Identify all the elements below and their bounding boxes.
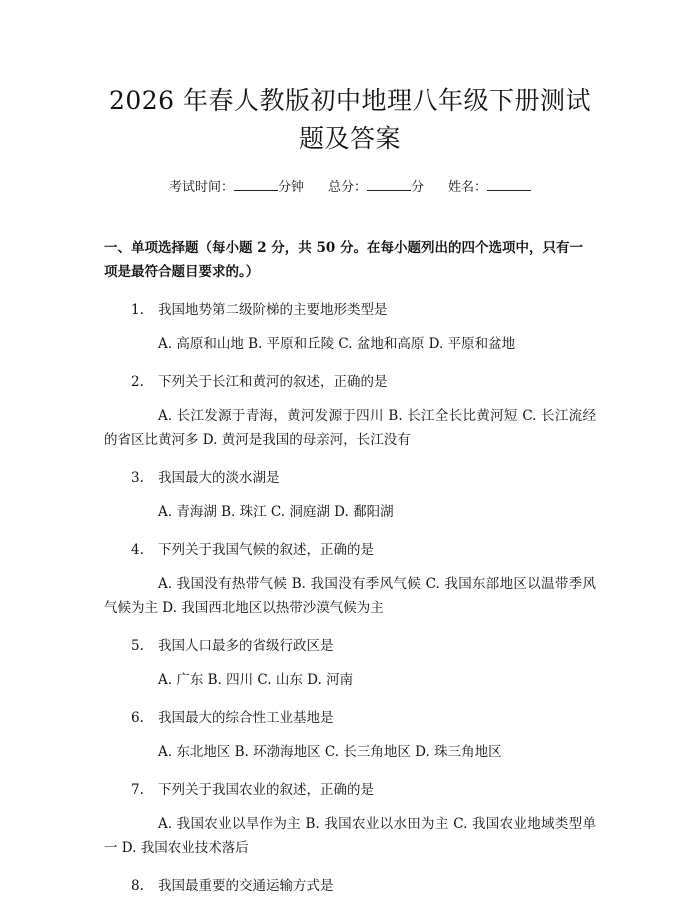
question-1 <box>104 298 596 322</box>
question-2 <box>104 370 596 394</box>
question-number: 8. <box>131 878 144 894</box>
name-blank <box>487 178 531 191</box>
question-number: 6. <box>131 710 144 726</box>
question-6 <box>104 706 596 730</box>
question-number: 7. <box>131 782 144 798</box>
question-number: 1. <box>131 302 144 318</box>
question-7 <box>104 778 596 802</box>
question-7-options: A. 我国农业以旱作为主 B. 我国农业以水田为主 C. 我国农业地域类型单一 D. 我国农业技术落后 <box>104 816 596 856</box>
exam-info <box>104 178 596 198</box>
question-text: 下列关于长江和黄河的叙述，正确的是 <box>158 374 388 390</box>
time-blank <box>234 178 278 191</box>
question-number: 2. <box>131 374 144 390</box>
question-text: 下列关于我国农业的叙述，正确的是 <box>158 782 374 798</box>
question-number: 3. <box>131 470 144 486</box>
question-5 <box>104 634 596 658</box>
question-number: 4. <box>131 542 144 558</box>
question-2-options: A. 长江发源于青海，黄河发源于四川 B. 长江全长比黄河短 C. 长江流经的省区比黄河多 D. 黄河是我国的母亲河，长江没有 <box>104 408 596 448</box>
question-text: 下列关于我国气候的叙述，正确的是 <box>158 542 374 558</box>
section-heading: 一、单项选择题（每小题 2 分，共 50 分。在每小题列出的四个选项中，只有一项是最符合题目要求的。） <box>104 240 583 280</box>
question-4 <box>104 538 596 562</box>
question-text: 我国最大的淡水湖是 <box>158 470 280 486</box>
question-number: 5. <box>131 638 144 654</box>
time-label: 考试时间： <box>168 180 234 195</box>
question-8 <box>104 874 596 898</box>
question-6-options: A. 东北地区 B. 环渤海地区 C. 长三角地区 D. 珠三角地区 <box>158 744 502 760</box>
name-label: 姓名： <box>448 180 488 195</box>
question-text: 我国地势第二级阶梯的主要地形类型是 <box>158 302 388 318</box>
question-text: 我国人口最多的省级行政区是 <box>158 638 334 654</box>
document-title: 2026 年春人教版初中地理八年级下册测试题及答案 <box>108 86 592 153</box>
time-unit: 分钟 <box>277 180 304 195</box>
score-blank <box>367 178 411 191</box>
question-1-options: A. 高原和山地 B. 平原和丘陵 C. 盆地和高原 D. 平原和盆地 <box>158 336 516 352</box>
question-text: 我国最重要的交通运输方式是 <box>158 878 334 894</box>
question-3-options: A. 青海湖 B. 珠江 C. 洞庭湖 D. 鄱阳湖 <box>158 504 394 520</box>
question-text: 我国最大的综合性工业基地是 <box>158 710 334 726</box>
question-4-options: A. 我国没有热带气候 B. 我国没有季风气候 C. 我国东部地区以温带季风气候为主 D. 我国西北地区以热带沙漠气候为主 <box>104 576 596 616</box>
question-list <box>104 298 596 898</box>
question-5-options: A. 广东 B. 四川 C. 山东 D. 河南 <box>158 672 354 688</box>
score-label: 总分： <box>327 180 367 195</box>
question-3 <box>104 466 596 490</box>
score-unit: 分 <box>411 180 425 195</box>
